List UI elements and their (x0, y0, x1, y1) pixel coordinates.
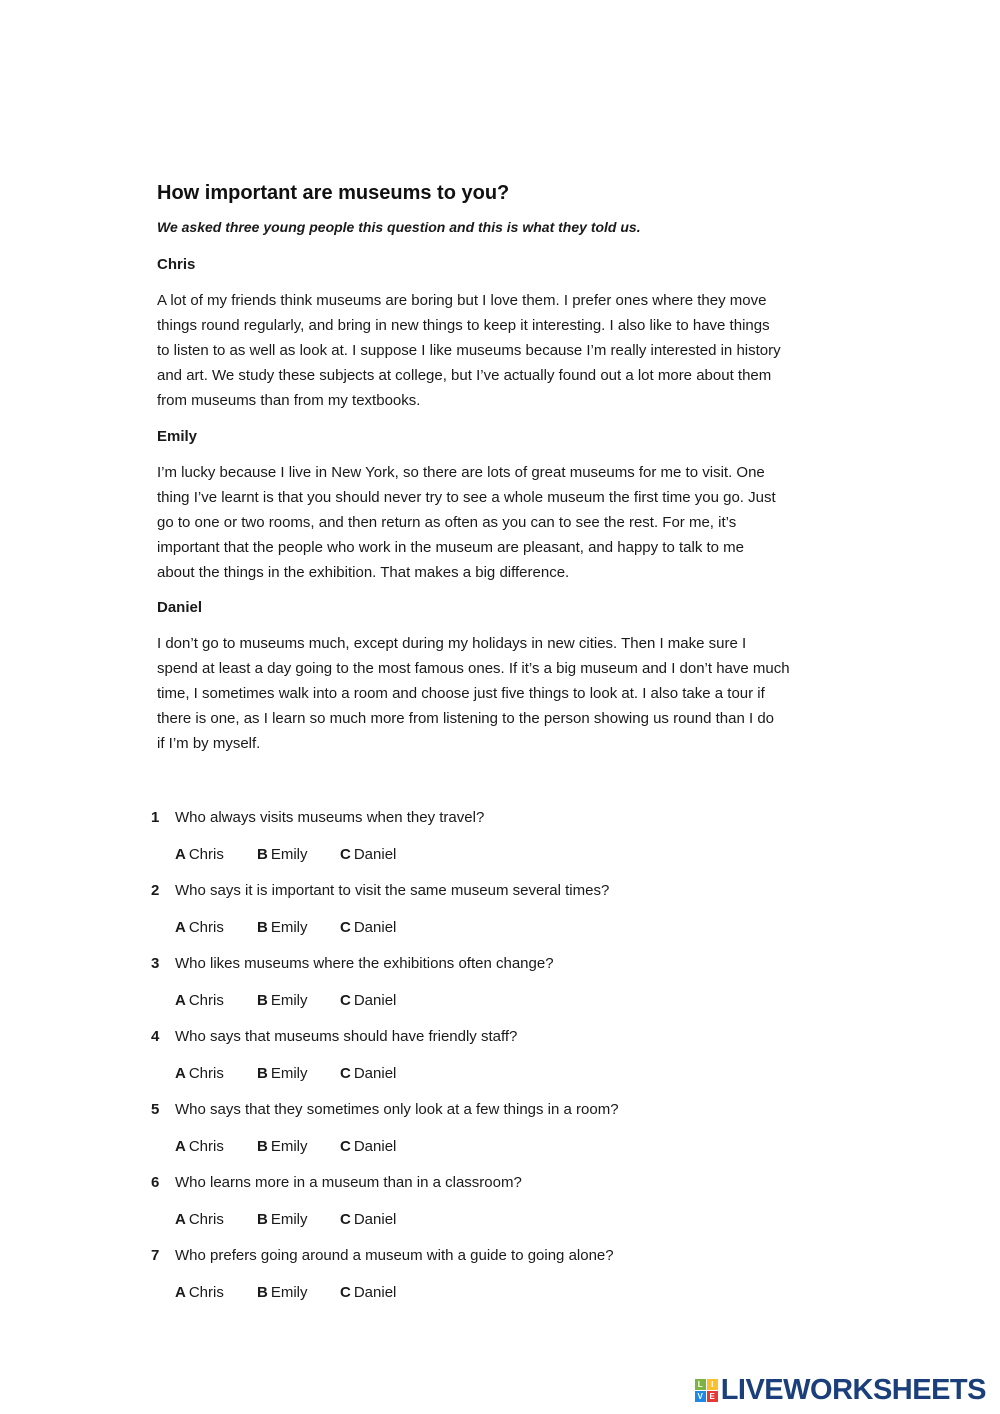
option-letter: A (175, 1138, 186, 1155)
paragraph-line: to listen to as well as look at. I suppose I like museums because I’m really interested in history (157, 342, 781, 359)
answer-option-b[interactable] (257, 1138, 308, 1155)
logo-cube-tile: L (695, 1379, 706, 1390)
option-name: Daniel (353, 919, 397, 936)
answer-option-c[interactable] (340, 846, 396, 863)
logo-text: LIVEWORKSHEETS (720, 1374, 986, 1406)
answer-option-a[interactable] (175, 1211, 224, 1228)
paragraph-line: from museums than from my textbooks. (157, 392, 421, 409)
question-text: Who always visits museums when they travel? (175, 809, 485, 826)
paragraph-line: spend at least a day going to the most famous ones. If it’s a big museum and I don’t have much (157, 660, 790, 677)
paragraph-line: A lot of my friends think museums are boring but I love them. I prefer ones where they move (157, 292, 767, 309)
option-letter: C (340, 846, 351, 863)
option-name: Chris (188, 846, 224, 863)
option-name: Chris (188, 1211, 224, 1228)
option-name: Chris (188, 919, 224, 936)
answer-option-c[interactable] (340, 992, 396, 1009)
paragraph-line: I don’t go to museums much, except during my holidays in new cities. Then I make sure I (157, 635, 747, 652)
answer-option-a[interactable] (175, 1138, 224, 1155)
answer-option-a[interactable] (175, 919, 224, 936)
question-text: Who says that they sometimes only look at a few things in a room? (175, 1101, 619, 1118)
answer-option-a[interactable] (175, 1284, 224, 1301)
question-text: Who says it is important to visit the same museum several times? (175, 882, 610, 899)
question-text: Who learns more in a museum than in a classroom? (175, 1174, 522, 1191)
option-name: Emily (270, 846, 308, 863)
option-name: Daniel (353, 1211, 397, 1228)
option-letter: C (340, 1065, 351, 1082)
paragraph-line: and art. We study these subjects at college, but I’ve actually found out a lot more about them (157, 367, 772, 384)
question-number: 4 (151, 1028, 160, 1045)
option-letter: A (175, 1065, 186, 1082)
option-letter: B (257, 992, 268, 1009)
paragraph-line: go to one or two rooms, and then return as often as you can to see the rest. For me, it’s (157, 514, 737, 531)
answer-option-b[interactable] (257, 919, 308, 936)
option-name: Emily (270, 919, 308, 936)
question-text: Who says that museums should have friendly staff? (175, 1028, 518, 1045)
question-number: 1 (151, 809, 160, 826)
option-letter: B (257, 1284, 268, 1301)
answer-option-c[interactable] (340, 1284, 396, 1301)
option-name: Chris (188, 1284, 224, 1301)
question-text: Who prefers going around a museum with a guide to going alone? (175, 1247, 614, 1264)
option-letter: C (340, 992, 351, 1009)
logo-cube-tile: E (707, 1391, 718, 1402)
paragraph-line: important that the people who work in the museum are pleasant, and happy to talk to me (157, 539, 745, 556)
answer-option-b[interactable] (257, 1065, 308, 1082)
option-name: Emily (270, 1065, 308, 1082)
option-name: Chris (188, 1065, 224, 1082)
option-letter: A (175, 992, 186, 1009)
option-name: Emily (270, 1284, 308, 1301)
page-title: How important are museums to you? (157, 182, 510, 204)
option-name: Daniel (353, 846, 397, 863)
option-name: Daniel (353, 1138, 397, 1155)
answer-option-c[interactable] (340, 1211, 396, 1228)
answer-option-b[interactable] (257, 1284, 308, 1301)
option-name: Daniel (353, 1284, 397, 1301)
paragraph-line: I’m lucky because I live in New York, so there are lots of great museums for me to visit. One (157, 464, 765, 481)
paragraph-line: about the things in the exhibition. That makes a big difference. (157, 564, 570, 581)
option-letter: B (257, 1065, 268, 1082)
person-name: Daniel (157, 599, 203, 616)
option-name: Emily (270, 992, 308, 1009)
answer-option-c[interactable] (340, 1065, 396, 1082)
subtitle: We asked three young people this question and this is what they told us. (157, 219, 641, 235)
option-letter: C (340, 1211, 351, 1228)
option-letter: C (340, 919, 351, 936)
option-letter: C (340, 1284, 351, 1301)
answer-option-b[interactable] (257, 992, 308, 1009)
option-letter: A (175, 1211, 186, 1228)
answer-option-a[interactable] (175, 846, 224, 863)
question-number: 3 (151, 955, 160, 972)
option-letter: B (257, 1138, 268, 1155)
question-number: 5 (151, 1101, 160, 1118)
logo-cube-tile: V (695, 1391, 706, 1402)
logo-cube-icon (695, 1379, 718, 1402)
paragraph-line: things round regularly, and bring in new things to keep it interesting. I also like to have things (157, 317, 770, 334)
option-name: Daniel (353, 992, 397, 1009)
question-number: 7 (151, 1247, 160, 1264)
option-letter: A (175, 846, 186, 863)
option-name: Chris (188, 992, 224, 1009)
question-number: 6 (151, 1174, 160, 1191)
answer-option-a[interactable] (175, 1065, 224, 1082)
paragraph-line: thing I’ve learnt is that you should never try to see a whole museum the first time you go. Just (157, 489, 776, 506)
option-letter: A (175, 919, 186, 936)
logo-cube-tile: I (707, 1379, 718, 1390)
option-letter: A (175, 1284, 186, 1301)
answer-option-c[interactable] (340, 919, 396, 936)
question-text: Who likes museums where the exhibitions often change? (175, 955, 554, 972)
person-name: Emily (157, 428, 198, 445)
paragraph-line: time, I sometimes walk into a room and choose just five things to look at. I also take a tour if (157, 685, 765, 702)
option-name: Emily (270, 1211, 308, 1228)
liveworksheets-logo (695, 1374, 986, 1407)
answer-option-b[interactable] (257, 1211, 308, 1228)
option-name: Chris (188, 1138, 224, 1155)
option-letter: B (257, 846, 268, 863)
paragraph-line: there is one, as I learn so much more from listening to the person showing us round than I do (157, 710, 775, 727)
paragraph-line: if I’m by myself. (157, 735, 261, 752)
option-name: Emily (270, 1138, 308, 1155)
question-number: 2 (151, 882, 160, 899)
option-name: Daniel (353, 1065, 397, 1082)
answer-option-c[interactable] (340, 1138, 396, 1155)
answer-option-a[interactable] (175, 992, 224, 1009)
option-letter: C (340, 1138, 351, 1155)
option-letter: B (257, 1211, 268, 1228)
answer-option-b[interactable] (257, 846, 308, 863)
person-name: Chris (157, 256, 196, 273)
option-letter: B (257, 919, 268, 936)
